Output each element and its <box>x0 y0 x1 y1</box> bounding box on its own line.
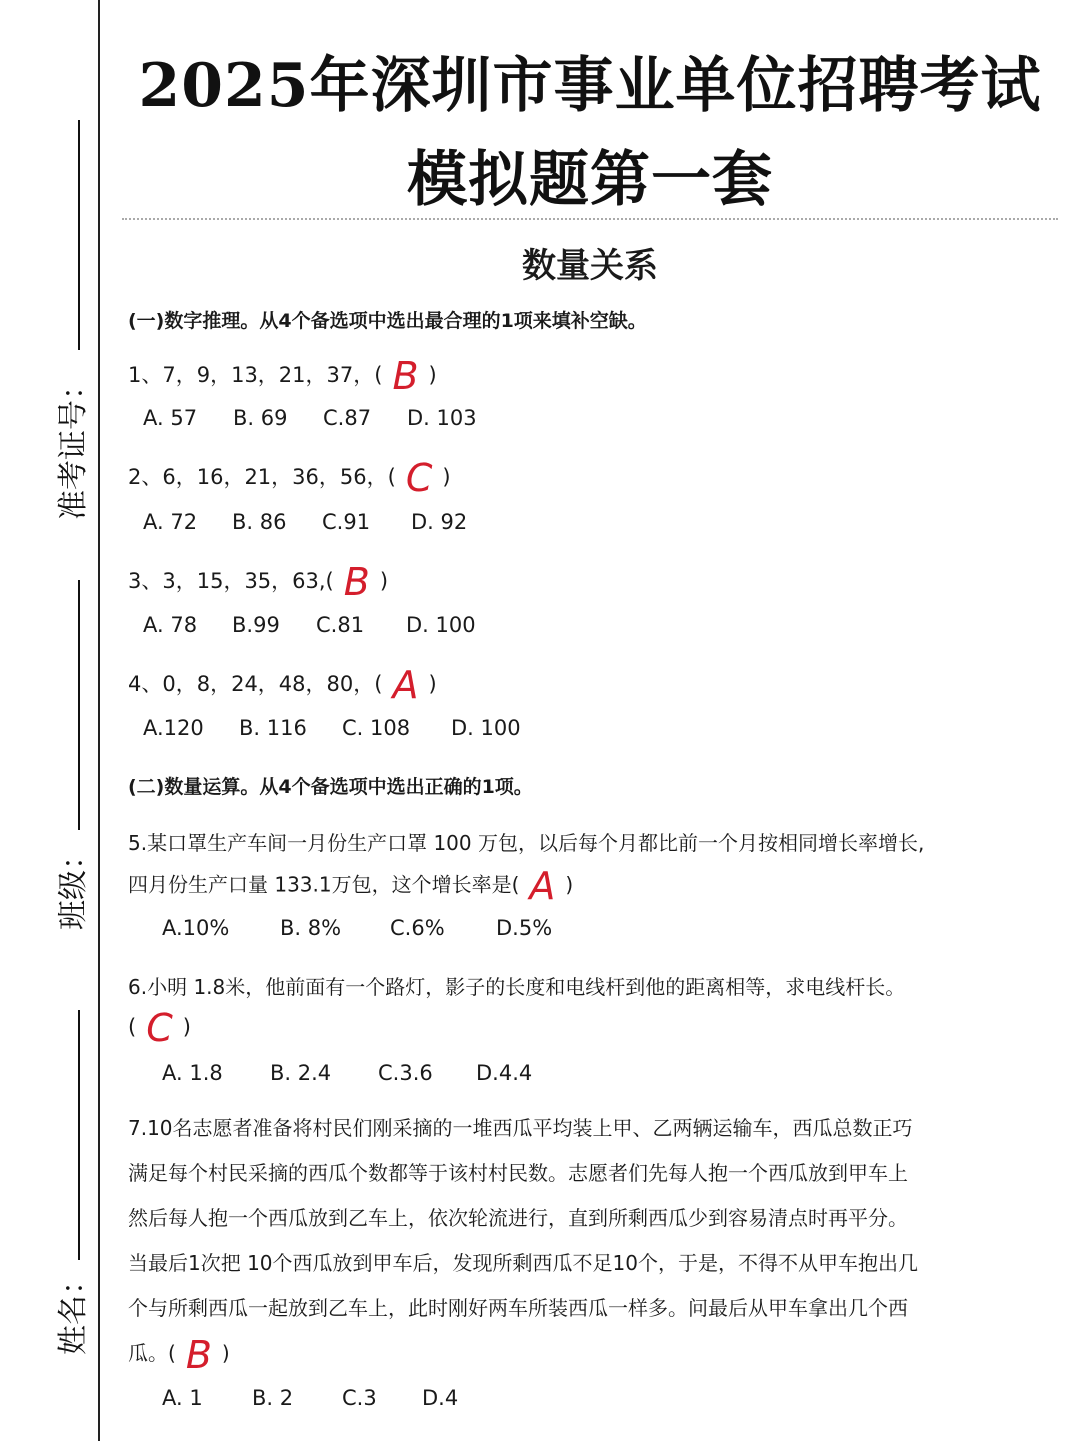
option: B. 116 <box>239 716 307 740</box>
question-6-close: ) <box>182 1015 191 1039</box>
question-6-options <box>162 1061 532 1085</box>
question-7-line <box>128 1331 1028 1376</box>
part2-heading: (二)数量运算。从4个备选项中选出正确的1项。 <box>128 776 533 798</box>
question-1 <box>128 356 437 396</box>
question-3-close: ) <box>379 569 389 593</box>
question-7-stem-end: 瓜。( <box>128 1341 176 1365</box>
class-underline <box>78 580 80 830</box>
option: B. 69 <box>233 406 288 430</box>
option: D.4.4 <box>476 1061 533 1085</box>
question-1-options <box>143 406 477 430</box>
question-3-answer: B <box>343 560 370 604</box>
question-4-stem: 4、0，8，24，48，80，( <box>128 672 383 696</box>
question-7-line: 然后每人抱一个西瓜放到乙车上，依次轮流进行，直到所剩西瓜少到容易清点时再平分。 <box>128 1206 908 1230</box>
question-4-answer: A <box>392 663 419 707</box>
option: D. 100 <box>451 716 521 740</box>
name-label: 姓名： <box>56 1265 91 1355</box>
option: B. 8% <box>280 916 342 940</box>
question-2-answer: C <box>405 456 433 500</box>
exam-id-label: 准考证号： <box>56 370 91 520</box>
question-1-answer: B <box>392 354 419 398</box>
page-title-line1: 2025年深圳市事业单位招聘考试 <box>138 51 1042 121</box>
question-2-options <box>143 510 467 534</box>
question-7-answer: B <box>185 1332 212 1377</box>
exam-id-underline <box>78 120 80 350</box>
question-3-options <box>143 613 476 637</box>
option: C. 108 <box>342 716 411 740</box>
option: D. 103 <box>407 406 477 430</box>
question-1-close: ) <box>428 363 437 387</box>
class-label: 班级： <box>56 840 91 930</box>
option: A. 72 <box>143 510 198 534</box>
question-4-close: ) <box>428 672 437 696</box>
question-4-options <box>143 716 521 740</box>
question-7-close: ) <box>221 1341 230 1365</box>
option: C.87 <box>323 406 372 430</box>
question-6-answer: C <box>146 1006 173 1050</box>
option: C.3 <box>342 1386 377 1410</box>
option: D. 92 <box>411 510 468 534</box>
option: C.91 <box>322 510 371 534</box>
option: A. 1.8 <box>162 1061 223 1085</box>
option: A. 1 <box>162 1386 203 1410</box>
question-5-line2 <box>128 866 573 906</box>
question-7-line: 满足每个村民采摘的西瓜个数都等于该村村民数。志愿者们先每人抱一个西瓜放到甲车上 <box>128 1161 908 1185</box>
question-2 <box>128 458 451 498</box>
question-7-line: 个与所剩西瓜一起放到乙车上，此时刚好两车所装西瓜一样多。问最后从甲车拿出几个西 <box>128 1296 908 1320</box>
title-divider <box>122 218 1058 220</box>
question-2-stem: 2、6，16，21，36，56，( <box>128 465 396 489</box>
name-underline <box>78 1010 80 1260</box>
option: B.99 <box>232 613 280 637</box>
question-7-text <box>128 1106 1028 1376</box>
question-5-stem: 四月份生产口量 133.1万包，这个增长率是( <box>128 872 520 897</box>
option: A. 78 <box>143 613 198 637</box>
question-4 <box>128 665 437 705</box>
option: C.81 <box>316 613 365 637</box>
option: B. 2 <box>252 1386 294 1410</box>
option: A.120 <box>143 716 204 740</box>
question-5-line1: 5.某口罩生产车间一月份生产口罩 100 万包，以后每个月都比前一个月按相同增长率增长, <box>128 831 925 855</box>
question-2-close: ) <box>442 465 451 489</box>
option: A. 57 <box>143 406 198 430</box>
question-7-options <box>162 1386 458 1410</box>
option: B. 86 <box>232 510 287 534</box>
question-7-line: 7.10名志愿者准备将村民们刚采摘的一堆西瓜平均装上甲、乙两辆运输车，西瓜总数正巧 <box>128 1116 913 1140</box>
question-5-options <box>162 916 552 940</box>
option: A.10% <box>162 916 230 940</box>
question-7-line: 当最后1次把 10个西瓜放到甲车后，发现所剩西瓜不足10个，于是，不得不从甲车抱出几 <box>128 1251 918 1275</box>
option: D.5% <box>496 916 553 940</box>
question-3-stem: 3、3，15，35，63,( <box>128 569 334 593</box>
section-title: 数量关系 <box>522 246 658 286</box>
option: C.6% <box>390 916 445 940</box>
part1-heading: (一)数字推理。从4个备选项中选出最合理的1项来填补空缺。 <box>128 310 647 332</box>
option: D. 100 <box>406 613 476 637</box>
question-5-answer: A <box>529 864 556 908</box>
option: B. 2.4 <box>270 1061 332 1085</box>
question-3 <box>128 562 388 602</box>
option: D.4 <box>422 1386 459 1410</box>
question-6-line1: 6.小明 1.8米，他前面有一个路灯，影子的长度和电线杆到他的距离相等，求电线杆长。 <box>128 975 906 999</box>
question-5-close: ) <box>565 872 574 897</box>
question-6-line2 <box>128 1008 191 1048</box>
question-1-stem: 1、7，9，13，21，37，( <box>128 363 383 387</box>
page-title-line2: 模拟题第一套 <box>407 145 773 215</box>
question-6-open: ( <box>128 1015 137 1039</box>
option: C.3.6 <box>378 1061 433 1085</box>
